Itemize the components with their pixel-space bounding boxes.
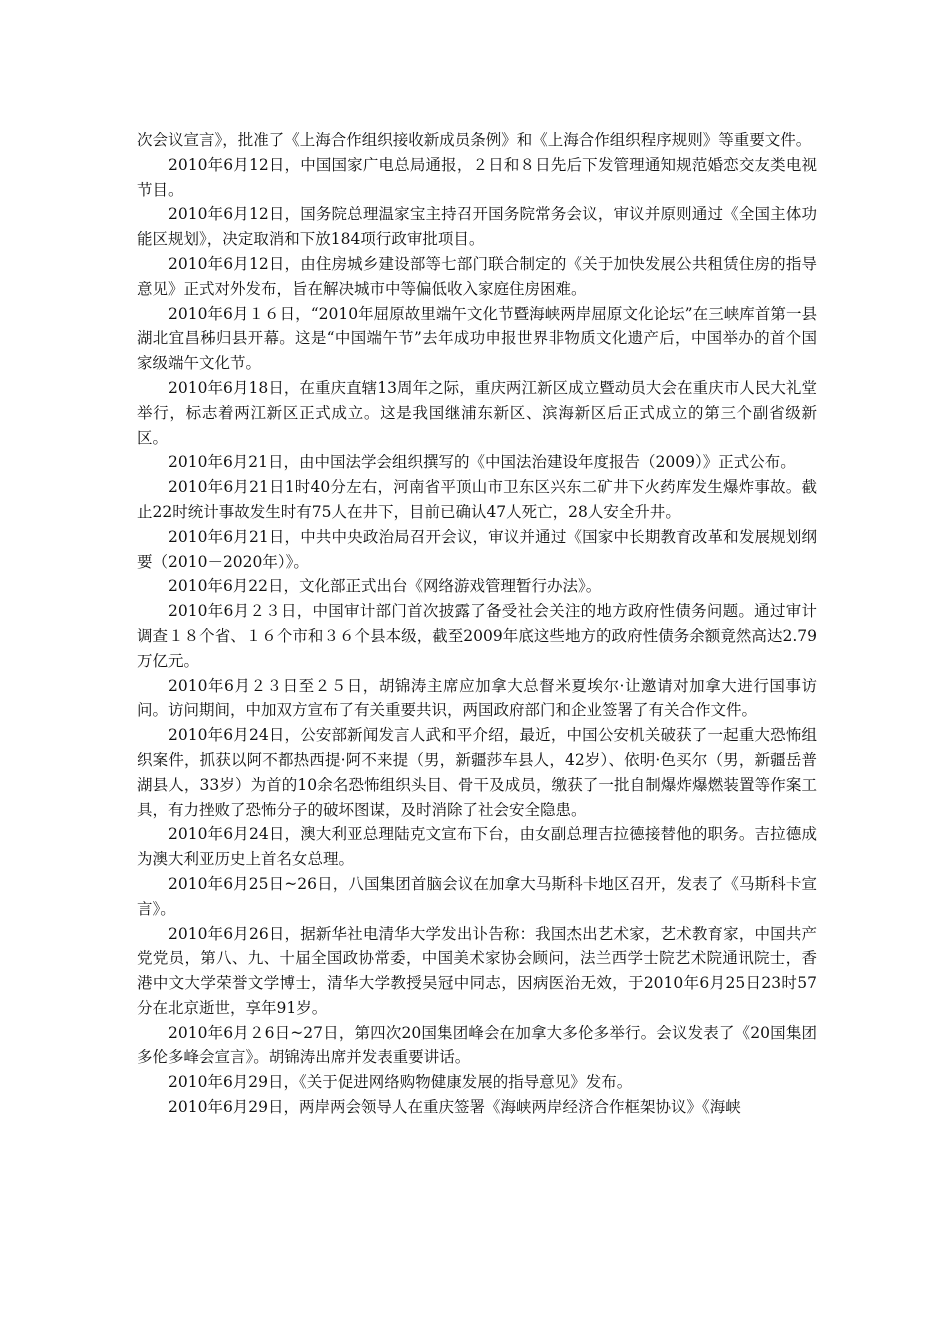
paragraph: 2010年6月29日，《关于促进网络购物健康发展的指导意见》发布。 (168, 1073, 633, 1092)
paragraph: 2010年6月26日，据新华社电清华大学发出讣告称：我国杰出艺术家，艺术教育家，中国共产党党员，第八、九、十届全国政协常委，中国美术家协会顾问，法兰西学士院艺术院通讯院士，香港中文大学荣誉文学博士，清华大学教授吴冠中同志，因病医治无效，于2010年6月25日23时57分在北京逝世，享年91岁。 (137, 924, 817, 1017)
paragraph: 2010年6月24日，澳大利亚总理陆克文宣布下台，由女副总理吉拉德接替他的职务。吉拉德成为澳大利亚历史上首名女总理。 (137, 825, 817, 869)
paragraph-continued: 次会议宣言》，批准了《上海合作组织接收新成员条例》和《上海合作组织程序规则》等重要文件。 (137, 131, 812, 149)
paragraph: 2010年6月２３日，中国审计部门首次披露了备受社会关注的地方政府性债务问题。通过审计调查１８个省、１６个市和３６个县本级，截至2009年底这些地方的政府性债务余额竟然高达2.79万亿元。 (137, 602, 817, 670)
paragraph: 2010年6月25日~26日，八国集团首脑会议在加拿大马斯科卡地区召开，发表了《马斯科卡宣言》。 (137, 874, 817, 918)
document-body (137, 128, 817, 1120)
paragraph: 2010年6月12日，国务院总理温家宝主持召开国务院常务会议，审议并原则通过《全国主体功能区规划》，决定取消和下放184项行政审批项目。 (137, 205, 817, 249)
paragraph: 2010年6月12日，由住房城乡建设部等七部门联合制定的《关于加快发展公共租赁住房的指导意见》正式对外发布，旨在解决城市中等偏低收入家庭住房困难。 (137, 254, 817, 298)
paragraph: 2010年6月２6日~27日，第四次20国集团峰会在加拿大多伦多举行。会议发表了《20国集团多伦多峰会宣言》。胡锦涛出席并发表重要讲话。 (137, 1023, 817, 1067)
paragraph: 2010年6月12日，中国国家广电总局通报，２日和８日先后下发管理通知规范婚恋交友类电视节目。 (137, 155, 817, 199)
paragraph: 2010年6月29日，两岸两会领导人在重庆签署《海峡两岸经济合作框架协议》《海峡 (168, 1098, 741, 1117)
paragraph: 2010年6月22日，文化部正式出台《网络游戏管理暂行办法》。 (168, 577, 602, 596)
paragraph: 2010年6月21日，中共中央政治局召开会议，审议并通过《国家中长期教育改革和发展规划纲要（2010－2020年）》。 (137, 527, 817, 571)
paragraph: 2010年6月18日，在重庆直辖13周年之际，重庆两江新区成立暨动员大会在重庆市人民大礼堂举行，标志着两江新区正式成立。这是我国继浦东新区、滨海新区后正式成立的第三个副省级新区。 (137, 378, 817, 447)
paragraph: 2010年6月24日，公安部新闻发言人武和平介绍，最近，中国公安机关破获了一起重大恐怖组织案件，抓获以阿不都热西提·阿不来提（男，新疆莎车县人，42岁）、依明·色买尔（男，新疆岳普湖县人，33岁）为首的10余名恐怖组织头目、骨干及成员，缴获了一批自制爆炸爆燃装置等作案工具，有力挫败了恐怖分子的破坏图谋，及时消除了社会安全隐患。 (137, 726, 817, 819)
paragraph: 2010年6月１６日，“2010年屈原故里端午文化节暨海峡两岸屈原文化论坛”在三峡库首第一县湖北宜昌秭归县开幕。这是“中国端午节”去年成功申报世界非物质文化遗产后，中国举办的首个国家级端午文化节。 (137, 304, 817, 373)
paragraph: 2010年6月２３日至２５日，胡锦涛主席应加拿大总督米夏埃尔·让邀请对加拿大进行国事访问。访问期间，中加双方宣布了有关重要共识，两国政府部门和企业签署了有关合作文件。 (137, 676, 817, 720)
paragraph: 2010年6月21日，由中国法学会组织撰写的《中国法治建设年度报告（2009）》正式公布。 (168, 453, 796, 472)
paragraph: 2010年6月21日1时40分左右，河南省平顶山市卫东区兴东二矿井下火药库发生爆炸事故。截止22时统计事故发生时有75人在井下，目前已确认47人死亡，28人安全升井。 (137, 478, 817, 521)
